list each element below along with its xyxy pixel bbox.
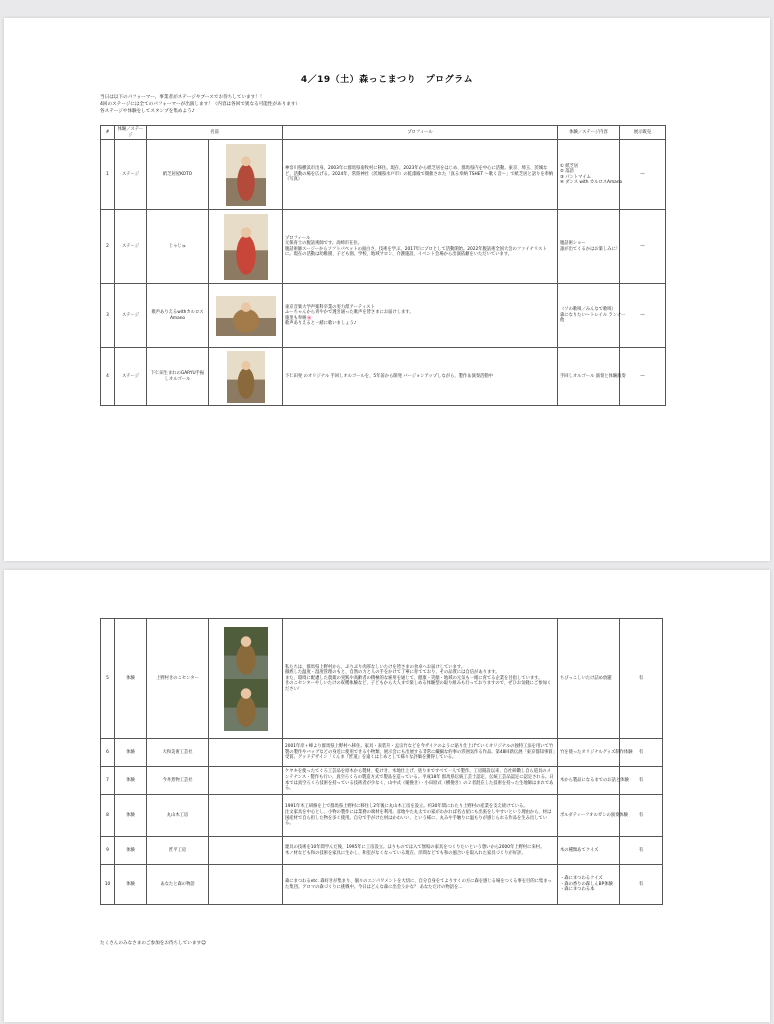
row-type: 体験: [115, 739, 147, 767]
row-number: 6: [101, 739, 115, 767]
intro-line: 各ステージや体験をしてスタンプを集めよう♪: [100, 109, 195, 114]
row-name: 下仁田生まれのGARYU手振しオルゴール: [147, 348, 209, 406]
table-row: [101, 767, 663, 795]
row-sales: ―: [620, 284, 666, 348]
row-number: 2: [101, 210, 115, 284]
row-photo: [209, 284, 283, 348]
row-sales: 有: [620, 739, 663, 767]
row-name: 大和美術工芸社: [147, 739, 209, 767]
content-item: 腹話術ショー: [560, 241, 586, 247]
table-row: [101, 865, 663, 905]
intro-line: 4回のステージには全てのパフォーマーが出演します！（内容は各回で異なる可能性があります）: [100, 102, 301, 107]
performer-photo: [224, 679, 268, 731]
row-photo: [209, 795, 283, 837]
row-type: ステージ: [115, 140, 147, 210]
intro-line: 当日は以下のパフォーマー、事業者がステージやブースでお待ちしています！！: [100, 95, 265, 100]
content-item: 竹を使ったオリジナルグッズ制作体験: [560, 749, 633, 755]
document-page-1: [4, 18, 770, 561]
performer-photo: [226, 144, 266, 206]
row-content: [558, 619, 620, 739]
content-item: 木から製品になるまでのお話と体験: [560, 777, 629, 783]
content-item: 誰が出てくるかはお楽しみに！: [560, 246, 621, 252]
row-photo: [209, 837, 283, 865]
row-sales: 有: [620, 767, 663, 795]
row-sales: ―: [620, 210, 666, 284]
content-item: ④ ダンス with カルロスAmano: [560, 180, 623, 186]
row-name: じゃじゅ: [147, 210, 209, 284]
row-content: [558, 865, 620, 905]
row-photo: [209, 348, 283, 406]
row-photo: [209, 140, 283, 210]
row-name: 今井煮物工芸社: [147, 767, 209, 795]
performer-photo: [224, 627, 268, 679]
row-sales: 有: [620, 795, 663, 837]
row-content: [558, 739, 633, 767]
row-sales: 有: [620, 837, 663, 865]
row-content: [558, 837, 620, 865]
row-content: [558, 284, 626, 348]
program-table-stage: [100, 125, 666, 406]
row-type: ステージ: [115, 348, 147, 406]
document-page-2: [4, 570, 770, 1022]
content-item: ① 紙芝居: [560, 163, 579, 169]
row-number: 1: [101, 140, 115, 210]
row-profile: 森にまつわるetc. 森好きが集まり、個々のエンパワメントを大切に、自分自身をてよりすくの方に森を感じる場をつくる事を目的に集まった集団。アロマの森づくりに挑戦中。今日はどんな森に出会うかな？ あなただけの物語を…: [283, 865, 558, 905]
program-table-workshop: [100, 618, 663, 905]
row-sales: 有: [620, 619, 663, 739]
row-content: [558, 795, 628, 837]
row-type: 体験: [115, 619, 147, 739]
row-profile: 1991年木工研修を上で群馬県上野村に移住し2年後に丸山木工房を設立。約30年間にわたり上野村の産業を支え続けている。 注文家具を中心とし、小物の製作には業務の端材を利用。彦地やた丸太での家がわかれば名古屋にも出張をしやすいという理由から、材は国産材で自ら担した物を多く使用。自分で手がけた材はかわいい、という様に、丸みや手触りに温もりが感じられる作品を生み出している。: [283, 795, 558, 837]
header-sales: 展示販売: [620, 126, 666, 140]
row-profile: 私たちは、群馬県上野村から、ぷりぷり肉厚なしいたけを皆さまの食卓へお届けしています。 徹底した温度・湿度管理のもと、自然の力と人の手をかけて丁寧に育てており、その品質には自信があります。 また、環境に配慮した農薬の実践や高齢者の積極的な雇用を通じて、健康・笑顔・地域の元気も一緒に育てる企業を目指しています。 きのこセンターやしいたけの収穫体験など、子どもから大人まで楽しめる体験型の取り組みも行っておりますので、ぜひお気軽にご参加ください！: [283, 619, 558, 739]
content-item: （ソの歌唄／みんなで歌唄）: [560, 307, 616, 313]
footer-text: たくさんのみなさまのご参加をお待ちしています☺︎: [100, 941, 206, 946]
content-item: 木の種類あてクイズ: [560, 847, 599, 853]
table-row: [101, 837, 663, 865]
table-row: [101, 619, 663, 739]
table-header-row: [101, 126, 666, 140]
header-no: #: [101, 126, 115, 140]
row-type: ステージ: [115, 284, 147, 348]
table-row: [101, 284, 666, 348]
header-content: 体験／ステージ内容: [558, 126, 620, 140]
row-photo: [209, 739, 283, 767]
table-row: [101, 140, 666, 210]
content-item: ボルダティーフオルガンの演奏体験: [560, 812, 628, 818]
content-item: ・森にまつわるクイズ: [560, 876, 603, 882]
row-content: [558, 767, 629, 795]
row-content: [558, 140, 623, 210]
performer-photo: [227, 351, 265, 403]
row-photo: [209, 865, 283, 905]
row-sales: 有: [620, 865, 663, 905]
performer-photo: [224, 214, 268, 280]
row-number: 4: [101, 348, 115, 406]
row-name: あなたと森の物語: [147, 865, 209, 905]
row-profile: プロフィール 元保育士の腹話術師です。高崎市在住。 腹話術師スージーからソフトパペットの面白さ、技術を学ぶ。2017年にプロとして活動開始。2022年腹話術全国大会のファイナリストに。現在の活動は幼稚園、子ども園、学校、地域サロン、介護施設、イベント会場から出演依頼をいただいています。: [283, 210, 558, 284]
row-name: 上野村きのこセンター: [147, 619, 209, 739]
row-profile: 建具の技術を10年間学んだ後、1995年に工房設立。ほりものでは入て無垢の家具をつくりたいという想いから2000年上野村に来村。 木ノ材なども和の技術を家具に生かし、和室がなくなっている現在、洋間などでも和の風合いを取入れた家具づくりが好評。: [283, 837, 558, 865]
row-sales: ―: [620, 348, 666, 406]
row-profile: 神奈川県横浜市出身。2003年に群馬県南牧村に移住。現在、2023年から紙芝居をはじめ、群馬県内を中心に活動。東京、埼玉、茨城など、活動の場を広げる。2024年、常陸神社（茨城県水戸市）の乾漆殿で開催された「真る奉納 TSHET ～歌く音～」で紙芝居と語りを奉納（写真）: [283, 140, 558, 210]
content-item: ・森にまつわる本: [560, 887, 595, 893]
row-profile: 2001年岸ヶ峰より群馬県上野村へ移住。家具・表装升・孟宗竹などを今ザイクのように貼り仕上げていくオリジナルの独特工法を用いて竹製の製作やバッグなどの身近に使用できる小物類、展示会にも出展する非常に繊細な約事の雰囲気作る作品。第48回新伝展「東京都知事賞」受賞。グッドデザイン「くんま『匠道』を遠くはじめとして様々な評価を獲得している。: [283, 739, 558, 767]
page-title: 4／19（土）森っこまつり プログラム: [300, 75, 474, 85]
row-content: [558, 210, 620, 284]
row-type: 体験: [115, 865, 147, 905]
row-photo: [209, 619, 283, 739]
row-content: [558, 348, 626, 406]
row-type: 体験: [115, 767, 147, 795]
header-name: 名前: [147, 126, 283, 140]
row-type: 体験: [115, 837, 147, 865]
row-photo: [209, 210, 283, 284]
content-item: ③ パントマイム: [560, 174, 591, 180]
row-number: 8: [101, 795, 115, 837]
row-profile: 下仁田発 のオリジナル 手回しオルゴールを、5年前から開発 バージョンアップしながら、製作＆演奏活動中: [283, 348, 558, 406]
row-type: 体験: [115, 795, 147, 837]
content-item: 手回しオルゴール 演奏と体験演奏: [560, 373, 626, 379]
row-name: 匠平工房: [147, 837, 209, 865]
content-item: ・森の香りの森しんBP体験: [560, 881, 613, 887]
header-type: 体験／ステージ: [115, 126, 147, 140]
table-row: [101, 795, 663, 837]
row-number: 9: [101, 837, 115, 865]
row-type: ステージ: [115, 210, 147, 284]
table-row: [101, 210, 666, 284]
row-number: 5: [101, 619, 115, 739]
content-item: ちびっこしいたけ詰め放題: [560, 675, 612, 681]
performer-photo: [216, 296, 276, 336]
row-sales: ―: [620, 140, 666, 210]
row-profile: ケヤキを使ったてくろ工芸品を原木から製材、乾けき、木地仕上げ、塗りまですべて一人で製作。工房開設以来、自社研鑽し自ら道具のメンテナンス・製作も行い、真空ろくろの製造方式で製品を造っている。平成18年 群馬県伝統工芸士認定、伝統工芸品認定に認定される。日本では真空ろくろ技術を持っている技術者が少なく、山中式（縦挽き）・小田原式（横挽き）の２者混在した技術を持った生地師はまれである。: [283, 767, 558, 795]
row-photo: [209, 767, 283, 795]
row-number: 7: [101, 767, 115, 795]
row-number: 3: [101, 284, 115, 348]
row-name: 歌声ありえるwithカルロスAmano: [147, 284, 209, 348]
row-number: 10: [101, 865, 115, 905]
row-profile: 東京音楽大学声楽科卒業の実力派アーティスト ふーちゃんから青やかで透き通った歌声を皆さまにお届けします。 施里も奉納🌸 歌声ありえると一緒に歌いましょう♪: [283, 284, 558, 348]
content-item: 他: [560, 318, 565, 324]
row-name: 紙芝居屋KOTO: [147, 140, 209, 210]
table-row: [101, 348, 666, 406]
header-profile: プロフィール: [283, 126, 558, 140]
content-item: 森になりたい～トレイル ランナー: [560, 312, 626, 318]
table-row: [101, 739, 663, 767]
content-item: ② 落語: [560, 169, 574, 175]
row-name: 丸山木工房: [147, 795, 209, 837]
intro-text: [100, 94, 500, 115]
